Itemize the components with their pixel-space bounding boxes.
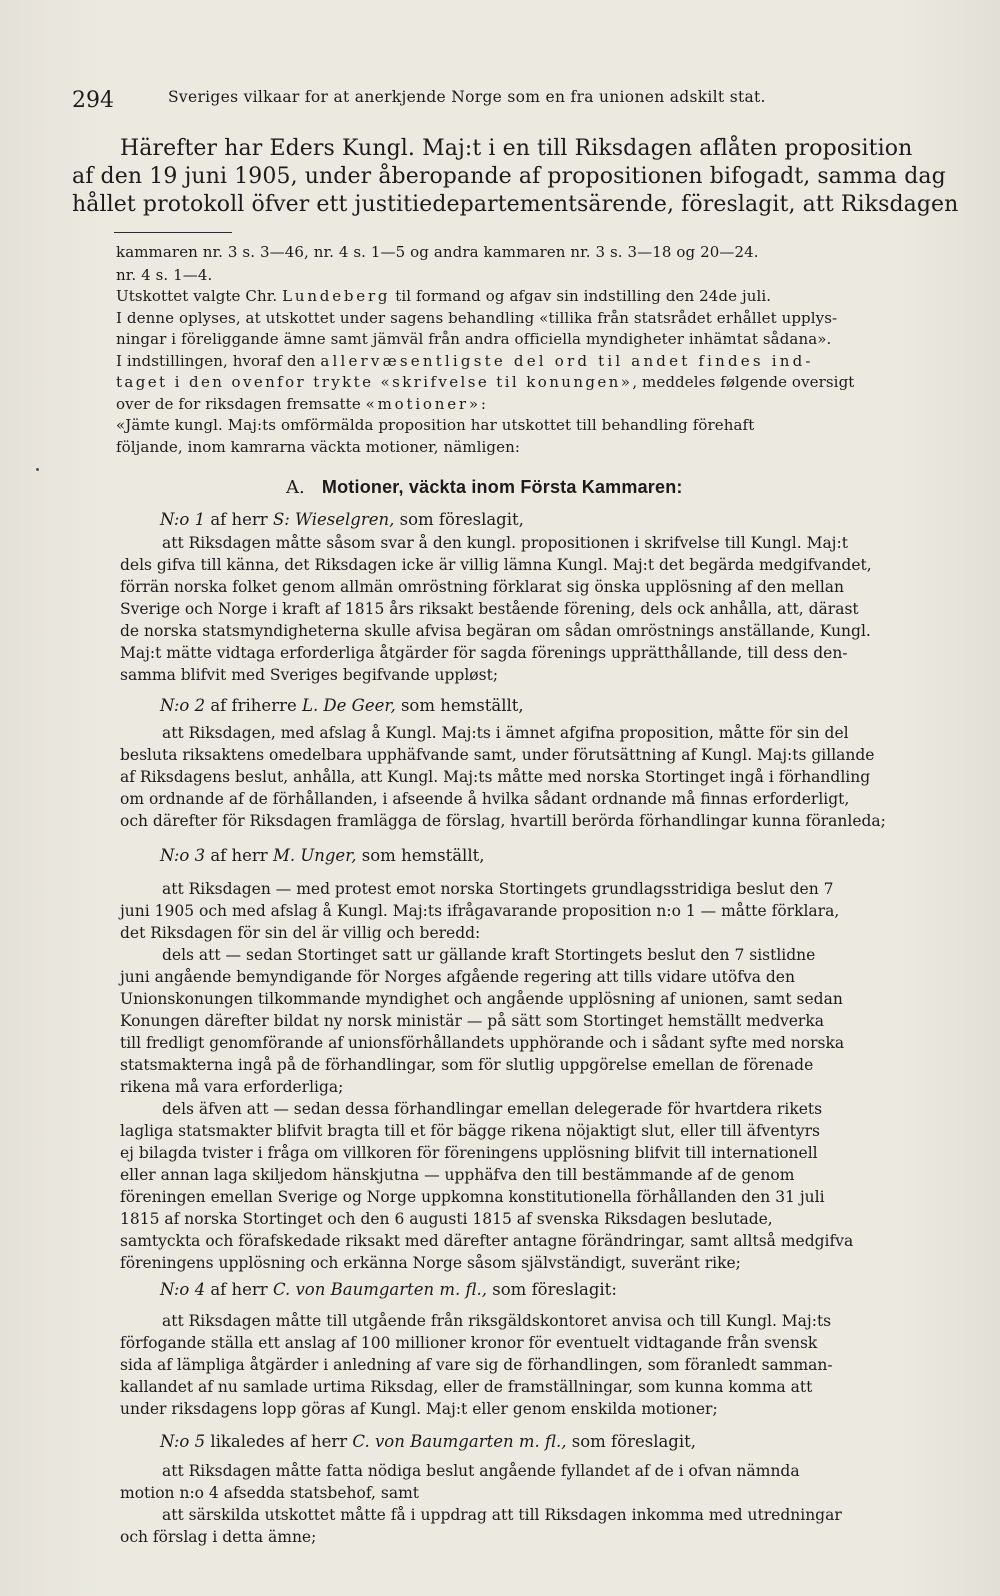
motion-tail: som föreslagit, [566, 1432, 697, 1451]
motion-heading [160, 1280, 617, 1299]
motion-line: lagliga statsmakter blifvit bragta till et för bägge rikena nöjaktigt slut, eller till äfventyrs [120, 1122, 820, 1140]
motion-tail: som föreslagit: [487, 1280, 617, 1299]
footnote-text: Utskottet valgte Chr. [116, 287, 283, 305]
motion-tail: som föreslagit, [394, 510, 524, 529]
motion-line: samtyckta och förafskedade riksakt med därefter antagne förändringar, samt alltså medgifva [120, 1232, 854, 1250]
motion-line: af Riksdagens beslut, anhålla, att Kungl. Maj:ts måtte med norska Stortinget ingå i förhandling [120, 768, 871, 786]
motion-line: sida af lämpliga åtgärder i anledning af vare sig de förhandlingen, som föranledt samman- [120, 1356, 833, 1374]
footnote-spaced-text: «motioner» [365, 395, 481, 413]
motion-line: under riksdagens lopp göras af Kungl. Maj:t eller genom enskilda motioner; [120, 1400, 718, 1418]
motion-mover: S: Wieselgren, [272, 510, 395, 529]
motion-line: de norska statsmyndigheterna skulle afvisa begäran om sådan omröstnings anställande, Kungl. [120, 622, 871, 640]
motion-line: eller annan laga skiljedom hänskjutna — upphäfva den till bestämmande af de genom [120, 1166, 795, 1184]
motion-line: besluta riksaktens omedelbara upphäfvande samt, under förutsättning af Kungl. Maj:ts gillande [120, 746, 875, 764]
section-letter: A. [286, 477, 305, 498]
footnote-rule [114, 232, 232, 233]
motion-line: rikena må vara erforderliga; [120, 1078, 344, 1096]
motion-heading [160, 510, 524, 529]
footnote-text: : [480, 395, 487, 413]
motion-line: juni angående bemyndigande för Norges afgående regering att tills vidare utöfva den [120, 968, 795, 986]
intro-line: Härefter har Eders Kungl. Maj:t i en till Riksdagen aflåten proposition [120, 136, 913, 161]
motion-line: ej bilagda tvister i fråga om villkoren för föreningens upplösning blifvit till internationell [120, 1144, 818, 1162]
footnote-line: följande, inom kamrarna väckta motioner, nämligen: [116, 438, 521, 456]
motion-line: samma blifvit med Sveriges begifvande uppløst; [120, 666, 499, 684]
section-title: Motioner, väckta inom Första Kammaren: [321, 477, 683, 497]
motion-mover-prefix: likaledes af herr [205, 1432, 353, 1451]
motion-mover: L. De Geer, [301, 696, 396, 715]
motion-tail: som hemställt, [395, 696, 524, 715]
footnote-spaced-text: taget i den ovenfor trykte «skrifvelse til konungen» [116, 373, 633, 391]
motion-line: och förslag i detta ämne; [120, 1528, 317, 1546]
motion-line: det Riksdagen för sin del är villig och beredd: [120, 924, 481, 942]
intro-line: hållet protokoll öfver ett justitiedepartementsärende, föreslagit, att Riksdagen [72, 192, 959, 217]
motion-line: 1815 af norska Stortinget och den 6 augusti 1815 af svenska Riksdagen beslutade, [120, 1210, 773, 1228]
footnote-text: , meddeles følgende oversigt [632, 373, 855, 391]
footnote-text: til formand og afgav sin indstilling den 24de juli. [390, 287, 772, 305]
motion-line: föreningens upplösning och erkänna Norge såsom självständigt, suveränt rike; [120, 1254, 741, 1272]
motion-number: N:o 2 [160, 696, 206, 715]
footnote-line [116, 352, 814, 370]
motion-line: motion n:o 4 afsedda statsbehof, samt [120, 1484, 420, 1502]
motion-line: att Riksdagen måtte fatta nödiga beslut angående fyllandet af de i ofvan nämnda [162, 1462, 800, 1480]
motion-line: juni 1905 och med afslag å Kungl. Maj:ts ifrågavarande proposition n:o 1 — måtte förklara, [120, 902, 840, 920]
motion-heading [160, 846, 484, 865]
motion-line: att Riksdagen — med protest emot norska Stortingets grundlagsstridiga beslut den 7 [162, 880, 834, 898]
footnote-line [116, 373, 854, 391]
motion-line: att Riksdagen måtte såsom svar å den kungl. propositionen i skrifvelse till Kungl. Maj:t [162, 534, 848, 552]
motion-line: att Riksdagen, med afslag å Kungl. Maj:ts i ämnet afgifna proposition, måtte för sin del [162, 724, 849, 742]
footnote-line: nr. 4 s. 1—4. [116, 266, 213, 284]
motion-line: att särskilda utskottet måtte få i uppdrag att till Riksdagen inkomma med utredningar [162, 1506, 842, 1524]
motion-number: N:o 1 [160, 510, 206, 529]
motion-line: dels gifva till känna, det Riksdagen icke är villig lämna Kungl. Maj:t det begärda medgifvandet, [120, 556, 872, 574]
running-title: Sveriges vilkaar for at anerkjende Norge som en fra unionen adskilt stat. [168, 88, 766, 106]
intro-line: af den 19 juni 1905, under åberopande af propositionen bifogadt, samma dag [72, 164, 946, 189]
motion-mover-prefix: af herr [205, 510, 273, 529]
section-heading [286, 477, 683, 498]
footnote-line: ningar i föreliggande ämne samt jämväl från andra officiella myndigheter inhämtat sådana». [116, 330, 832, 348]
motion-line: förfogande ställa ett anslag af 100 millioner kronor för eventuelt vidtagande från svensk [120, 1334, 818, 1352]
motion-line: kallandet af nu samlade urtima Riksdag, eller de framställningar, som kunna komma att [120, 1378, 813, 1396]
motion-line: dels att — sedan Stortinget satt ur gällande kraft Stortingets beslut den 7 sistlidne [162, 946, 816, 964]
motion-line: föreningen emellan Sverige og Norge uppkomna konstitutionella förhållanden den 31 juli [120, 1188, 825, 1206]
motion-line: dels äfven att — sedan dessa förhandlingar emellan delegerade för hvartdera rikets [162, 1100, 823, 1118]
footnote-line [116, 287, 771, 305]
motion-number: N:o 4 [160, 1280, 206, 1299]
motion-line: Unionskonungen tilkommande myndighet och angående upplösning af unionen, samt sedan [120, 990, 843, 1008]
motion-mover: C. von Baumgarten m. fl., [272, 1280, 488, 1299]
page-speck [36, 468, 39, 471]
motion-line: om ordnande af de förhållanden, i afseende å hvilka sådant ordnande må finnas erforderligt, [120, 790, 850, 808]
page-number: 294 [72, 88, 114, 113]
footnote-text: over de for riksdagen fremsatte [116, 395, 366, 413]
motion-number: N:o 5 [160, 1432, 206, 1451]
footnote-text: I indstillingen, hvoraf den [116, 352, 321, 370]
motion-mover-prefix: af herr [205, 1280, 273, 1299]
motion-line: Sverige och Norge i kraft af 1815 års riksakt bestående förening, dels ock anhålla, att, därast [120, 600, 859, 618]
motion-line: till fredligt genomförande af unionsförhållandets upphörande och i sådant syfte med norska [120, 1034, 845, 1052]
motion-line: Maj:t mätte vidtaga erforderliga åtgärder för sagda förenings upprätthållande, till dess den- [120, 644, 848, 662]
motion-heading [160, 696, 524, 715]
motion-number: N:o 3 [160, 846, 206, 865]
motion-mover-prefix: af friherre [205, 696, 302, 715]
footnote-line: «Jämte kungl. Maj:ts omförmälda proposition har utskottet till behandling förehaft [116, 416, 755, 434]
motion-mover: M. Unger, [272, 846, 357, 865]
motion-heading [160, 1432, 696, 1451]
motion-mover: C. von Baumgarten m. fl., [352, 1432, 567, 1451]
footnote-spaced-name: Lundeberg [282, 287, 391, 305]
motion-tail: som hemställt, [356, 846, 485, 865]
motion-line: förrän norska folket genom allmän omröstning förklarat sig önska upplösning af den mellan [120, 578, 845, 596]
motion-line: Konungen därefter bildat ny norsk ministär — på sätt som Stortinget hemställt medverka [120, 1012, 824, 1030]
footnote-line: I denne oplyses, at utskottet under sagens behandling «tillika från statsrådet erhållet upplys- [116, 309, 838, 327]
motion-line: och därefter för Riksdagen framlägga de förslag, hvartill berörda förhandlingar kunna föranleda; [120, 812, 886, 830]
footnote-spaced-text: allervæsentligste del ord til andet findes ind- [320, 352, 814, 370]
motion-line: att Riksdagen måtte till utgående från riksgäldskontoret anvisa och till Kungl. Maj:ts [162, 1312, 832, 1330]
footnote-line [116, 395, 486, 413]
footnote-line: kammaren nr. 3 s. 3—46, nr. 4 s. 1—5 og andra kammaren nr. 3 s. 3—18 og 20—24. [116, 243, 759, 261]
motion-mover-prefix: af herr [205, 846, 273, 865]
motion-line: statsmakterna ingå på de förhandlingar, som för slutlig uppgörelse emellan de förenade [120, 1056, 814, 1074]
